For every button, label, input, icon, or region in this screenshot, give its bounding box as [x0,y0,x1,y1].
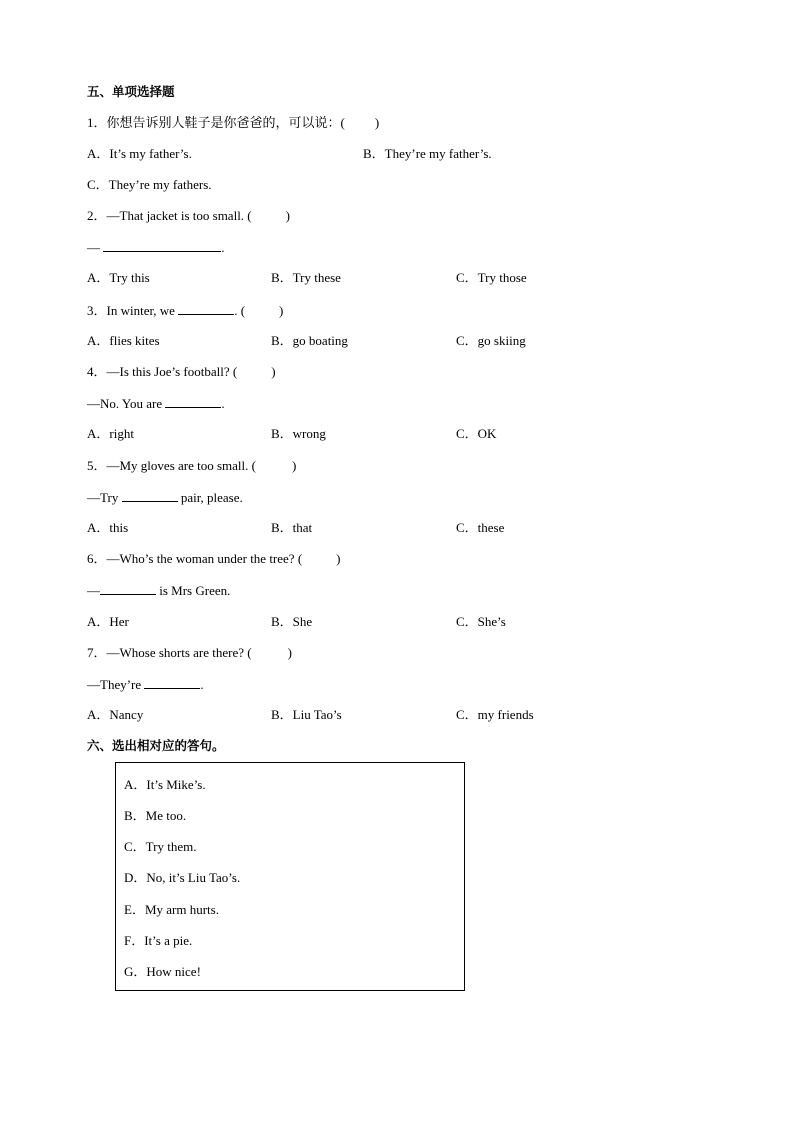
question-7-stem: 7．—Whose shorts are there? ( [87,645,252,660]
q7-option-b[interactable]: B．Liu Tao’s [271,707,342,722]
question-2 [87,208,290,224]
answer-option-f[interactable]: F．It’s a pie. [124,933,193,948]
answer-option-a[interactable]: A．It’s Mike’s. [124,777,206,792]
q1-option-b[interactable]: B．They’re my father’s. [363,146,492,161]
section-5-heading: 五、单项选择题 [87,84,175,99]
question-2-reply-suffix: . [221,240,225,255]
q3-option-a[interactable]: A．flies kites [87,333,160,348]
answer-blank[interactable] [144,676,200,689]
question-1-stem: 1．你想告诉别人鞋子是你爸爸的，可以说：( [87,115,345,130]
q2-option-c[interactable]: C．Try those [456,270,527,285]
question-4 [87,364,276,380]
answer-option-c[interactable]: C．Try them. [124,839,197,854]
question-3 [87,302,283,319]
question-1-close: ) [374,115,380,130]
question-4-reply [87,395,225,412]
question-6-reply-prefix: — [87,583,100,598]
answer-blank[interactable] [178,302,234,315]
q5-option-c[interactable]: C．these [456,520,505,535]
q5-option-b[interactable]: B．that [271,520,313,535]
question-4-stem: 4．—Is this Joe’s football? ( [87,364,238,379]
question-7-reply-suffix: . [200,677,204,692]
answer-option-g[interactable]: G．How nice! [124,964,201,979]
q4-option-c[interactable]: C．OK [456,426,497,441]
q2-option-a[interactable]: A．Try this [87,270,150,285]
q5-option-a[interactable]: A．this [87,520,129,535]
question-3-after: . ( [234,303,246,318]
question-2-reply-prefix: — [87,240,100,255]
q2-option-b[interactable]: B．Try these [271,270,341,285]
q7-option-a[interactable]: A．Nancy [87,707,144,722]
q3-option-c[interactable]: C．go skiing [456,333,526,348]
q7-option-c[interactable]: C．my friends [456,707,534,722]
q6-option-a[interactable]: A．Her [87,614,129,629]
question-5-reply-suffix: pair, please. [180,490,243,505]
question-6-reply [87,582,230,599]
answer-blank[interactable] [103,239,221,252]
question-5-reply [87,489,243,506]
answer-options-box [115,762,465,991]
question-3-stem: 3．In winter, we [87,303,175,318]
question-4-close: ) [271,364,276,379]
question-5-close: ) [291,458,297,473]
answer-option-b[interactable]: B．Me too. [124,808,187,823]
question-5 [87,458,296,474]
q6-option-b[interactable]: B．She [271,614,313,629]
q4-option-b[interactable]: B．wrong [271,426,326,441]
answer-option-e[interactable]: E．My arm hurts. [124,902,219,917]
question-5-reply-prefix: —Try [87,490,119,505]
question-6 [87,551,341,567]
question-7-reply-prefix: —They’re [87,677,142,692]
answer-blank[interactable] [100,582,156,595]
question-2-reply [87,239,225,256]
q6-option-c[interactable]: C．She’s [456,614,506,629]
question-2-stem: 2．—That jacket is too small. ( [87,208,252,223]
question-1 [87,115,379,131]
q3-option-b[interactable]: B．go boating [271,333,348,348]
q1-option-c[interactable]: C．They’re my fathers. [87,177,212,192]
answer-blank[interactable] [165,395,221,408]
question-4-reply-prefix: —No. You are [87,396,163,411]
question-4-reply-suffix: . [221,396,225,411]
answer-option-d[interactable]: D．No, it’s Liu Tao’s. [124,870,241,885]
section-6-heading: 六、选出相对应的答句。 [87,738,225,753]
question-7-reply [87,676,204,693]
question-6-close: ) [336,551,341,566]
question-7-close: ) [287,645,292,660]
q1-option-a[interactable]: A．It’s my father’s. [87,146,192,161]
q4-option-a[interactable]: A．right [87,426,134,441]
question-6-stem: 6．—Who’s the woman under the tree? ( [87,551,303,566]
question-7 [87,645,292,661]
answer-blank[interactable] [122,489,178,502]
question-3-close: ) [279,303,284,318]
question-6-reply-suffix: is Mrs Green. [159,583,231,598]
question-2-close: ) [285,208,290,223]
question-5-stem: 5．—My gloves are too small. ( [87,458,256,473]
